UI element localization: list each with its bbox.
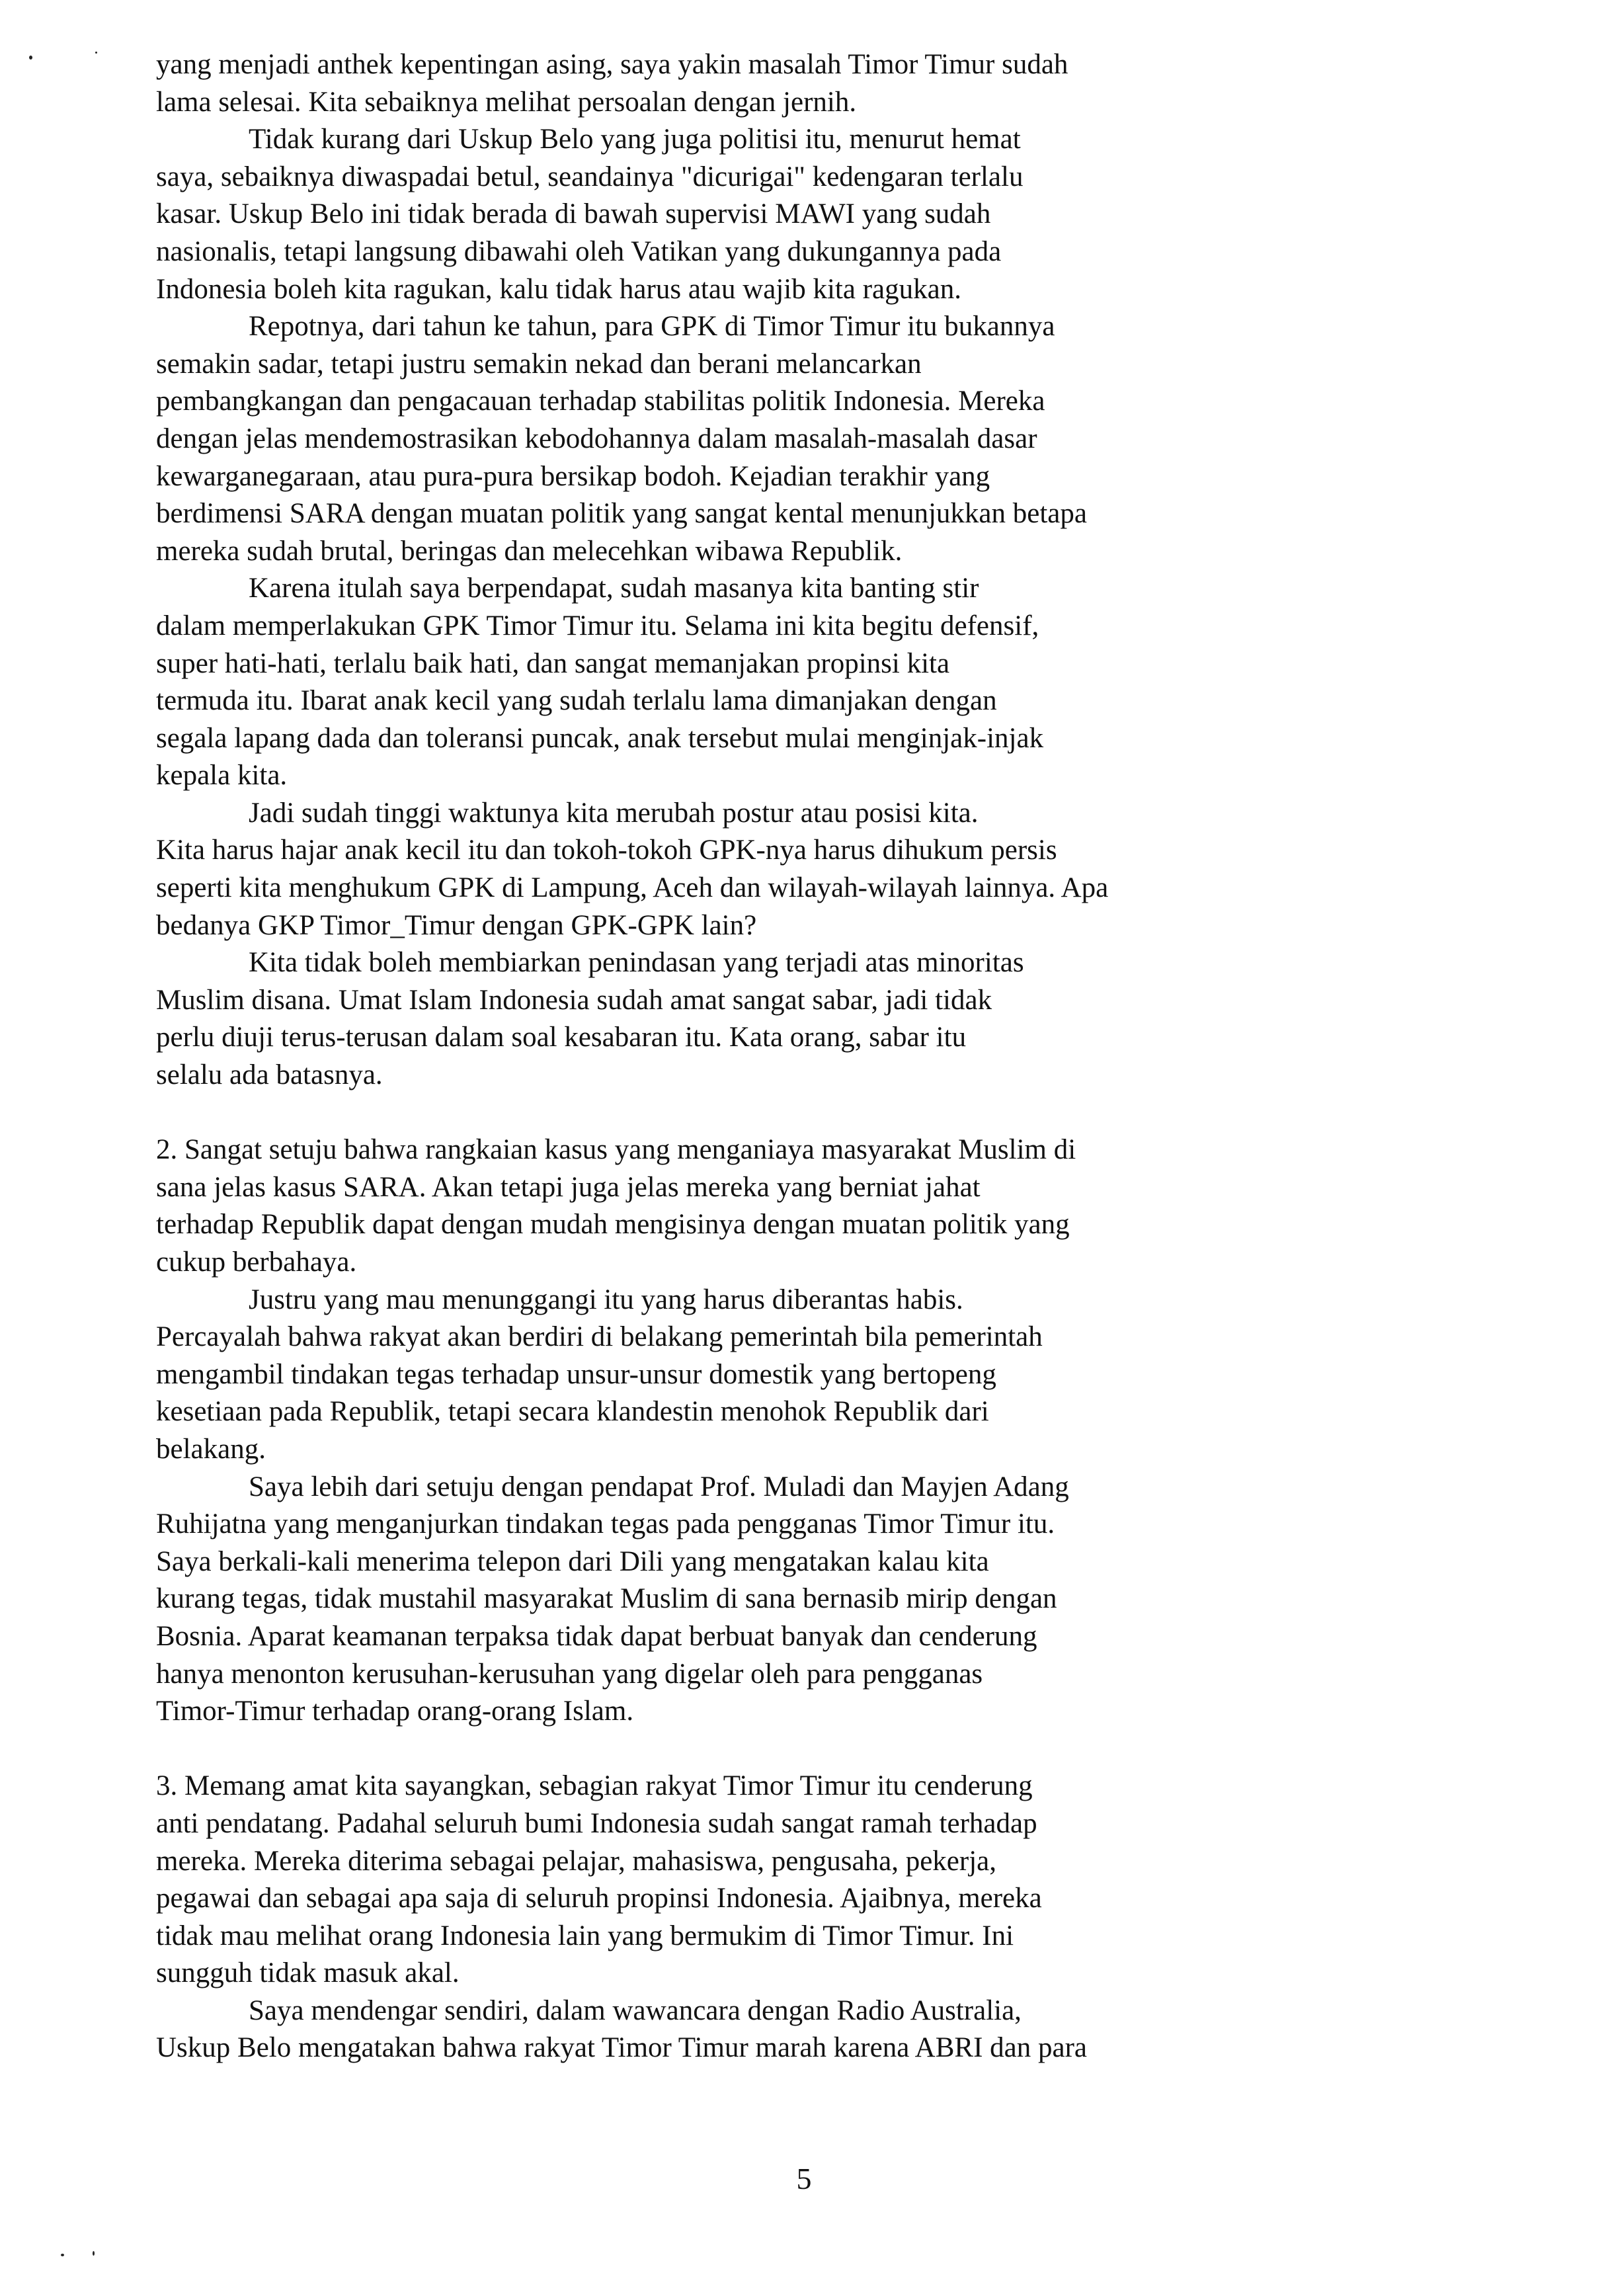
text-line: yang menjadi anthek kepentingan asing, saya yakin masalah Timor Timur sudah (156, 49, 1068, 80)
paragraph (156, 121, 1320, 308)
text-line: kewarganegaraan, atau pura-pura bersikap bodoh. Kejadian terakhir yang (156, 460, 990, 492)
text-line: tidak mau melihat orang Indonesia lain yang bermukim di Timor Timur. Ini (156, 1920, 1014, 1951)
text-line: perlu diuji terus-terusan dalam soal kesabaran itu. Kata orang, sabar itu (156, 1022, 967, 1053)
text-line: sana jelas kasus SARA. Akan tetapi juga jelas mereka yang berniat jahat (156, 1171, 981, 1203)
text-line: kasar. Uskup Belo ini tidak berada di bawah supervisi MAWI yang sudah (156, 198, 991, 230)
text-line: nasionalis, tetapi langsung dibawahi oleh Vatikan yang dukungannya pada (156, 235, 1002, 267)
paragraph (156, 308, 1320, 570)
text-line: kurang tegas, tidak mustahil masyarakat Muslim di sana bernasib mirip dengan (156, 1583, 1057, 1615)
text-line: 3. Memang amat kita sayangkan, sebagian rakyat Timor Timur itu cenderung (156, 1770, 1033, 1802)
text-line: Kita tidak boleh membiarkan penindasan yang terjadi atas minoritas (249, 947, 1024, 979)
text-line: Muslim disana. Umat Islam Indonesia sudah amat sangat sabar, jadi tidak (156, 984, 992, 1016)
text-line: kepala kita. (156, 760, 288, 792)
paragraph (156, 1282, 1320, 1469)
body-text (156, 46, 1320, 2067)
scan-speck (61, 2254, 64, 2256)
text-line: mereka sudah brutal, beringas dan melecehkan wibawa Republik. (156, 535, 903, 567)
text-line: belakang. (156, 1433, 266, 1465)
text-line: Bosnia. Aparat keamanan terpaksa tidak dapat berbuat banyak dan cenderung (156, 1620, 1037, 1652)
text-line: terhadap Republik dapat dengan mudah mengisinya dengan muatan politik yang (156, 1209, 1070, 1241)
page-number: 5 (796, 2162, 812, 2195)
text-line: Justru yang mau menunggangi itu yang harus diberantas habis. (249, 1284, 963, 1315)
text-line: anti pendatang. Padahal seluruh bumi Indonesia sudah sangat ramah terhadap (156, 1807, 1037, 1839)
paragraph (156, 795, 1320, 944)
text-line: dengan jelas mendemostrasikan kebodohannya dalam masalah-masalah dasar (156, 423, 1037, 454)
scan-speck (29, 56, 32, 60)
text-line: Kita harus hajar anak kecil itu dan tokoh-tokoh GPK-nya harus dihukum persis (156, 835, 1057, 866)
paragraph (156, 1469, 1320, 1731)
text-line: Jadi sudah tinggi waktunya kita merubah postur atau posisi kita. (249, 797, 979, 829)
scan-speck (95, 52, 97, 54)
text-line: seperti kita menghukum GPK di Lampung, Aceh dan wilayah-wilayah lainnya. Apa (156, 872, 1109, 904)
paragraph (156, 1131, 1320, 1281)
scan-speck (93, 2251, 95, 2256)
text-line: Indonesia boleh kita ragukan, kalu tidak harus atau wajib kita ragukan. (156, 273, 961, 305)
paragraph-gap (156, 1731, 1320, 1768)
text-line: Uskup Belo mengatakan bahwa rakyat Timor Timur marah karena ABRI dan para (156, 2032, 1087, 2064)
text-line: semakin sadar, tetapi justru semakin nekad dan berani melancarkan (156, 348, 922, 380)
text-line: Ruhijatna yang menganjurkan tindakan tegas pada pengganas Timor Timur itu. (156, 1508, 1055, 1540)
text-line: Saya lebih dari setuju dengan pendapat Prof. Muladi dan Mayjen Adang (249, 1471, 1069, 1502)
text-line: Repotnya, dari tahun ke tahun, para GPK di Timor Timur itu bukannya (249, 311, 1055, 343)
text-line: pembangkangan dan pengacauan terhadap stabilitas politik Indonesia. Mereka (156, 386, 1045, 417)
text-line: lama selesai. Kita sebaiknya melihat persoalan dengan jernih. (156, 86, 857, 118)
text-line: sungguh tidak masuk akal. (156, 1957, 460, 1989)
text-line: cukup berbahaya. (156, 1247, 357, 1278)
text-line: super hati-hati, terlalu baik hati, dan sangat memanjakan propinsi kita (156, 647, 950, 679)
text-line: selalu ada batasnya. (156, 1059, 383, 1091)
paragraph-gap (156, 1094, 1320, 1132)
text-line: mereka. Mereka diterima sebagai pelajar, mahasiswa, pengusaha, pekerja, (156, 1845, 996, 1877)
text-line: 2. Sangat setuju bahwa rangkaian kasus yang menganiaya masyarakat Muslim di (156, 1134, 1076, 1166)
paragraph (156, 46, 1320, 121)
text-line: termuda itu. Ibarat anak kecil yang sudah terlalu lama dimanjakan dengan (156, 685, 997, 717)
text-line: Percayalah bahwa rakyat akan berdiri di belakang pemerintah bila pemerintah (156, 1321, 1043, 1353)
paragraph (156, 570, 1320, 795)
paragraph (156, 1992, 1320, 2067)
text-line: berdimensi SARA dengan muatan politik yang sangat kental menunjukkan betapa (156, 498, 1087, 530)
text-line: segala lapang dada dan toleransi puncak, anak tersebut mulai menginjak-injak (156, 722, 1044, 754)
text-line: Karena itulah saya berpendapat, sudah masanya kita banting stir (249, 573, 979, 604)
text-line: Timor-Timur terhadap orang-orang Islam. (156, 1696, 634, 1727)
text-line: Saya mendengar sendiri, dalam wawancara dengan Radio Australia, (249, 1994, 1022, 2026)
text-line: bedanya GKP Timor_Timur dengan GPK-GPK lain? (156, 909, 757, 941)
paragraph (156, 944, 1320, 1094)
paragraph (156, 1768, 1320, 1992)
text-line: mengambil tindakan tegas terhadap unsur-unsur domestik yang bertopeng (156, 1358, 996, 1390)
text-line: Tidak kurang dari Uskup Belo yang juga politisi itu, menurut hemat (249, 124, 1021, 155)
text-line: hanya menonton kerusuhan-kerusuhan yang digelar oleh para pengganas (156, 1658, 983, 1690)
text-line: kesetiaan pada Republik, tetapi secara klandestin menohok Republik dari (156, 1396, 989, 1428)
text-line: saya, sebaiknya diwaspadai betul, seandainya "dicurigai" kedengaran terlalu (156, 161, 1024, 192)
text-line: pegawai dan sebagai apa saja di seluruh propinsi Indonesia. Ajaibnya, mereka (156, 1883, 1042, 1914)
text-line: Saya berkali-kali menerima telepon dari Dili yang mengatakan kalau kita (156, 1545, 989, 1577)
text-line: dalam memperlakukan GPK Timor Timur itu. Selama ini kita begitu defensif, (156, 610, 1039, 641)
